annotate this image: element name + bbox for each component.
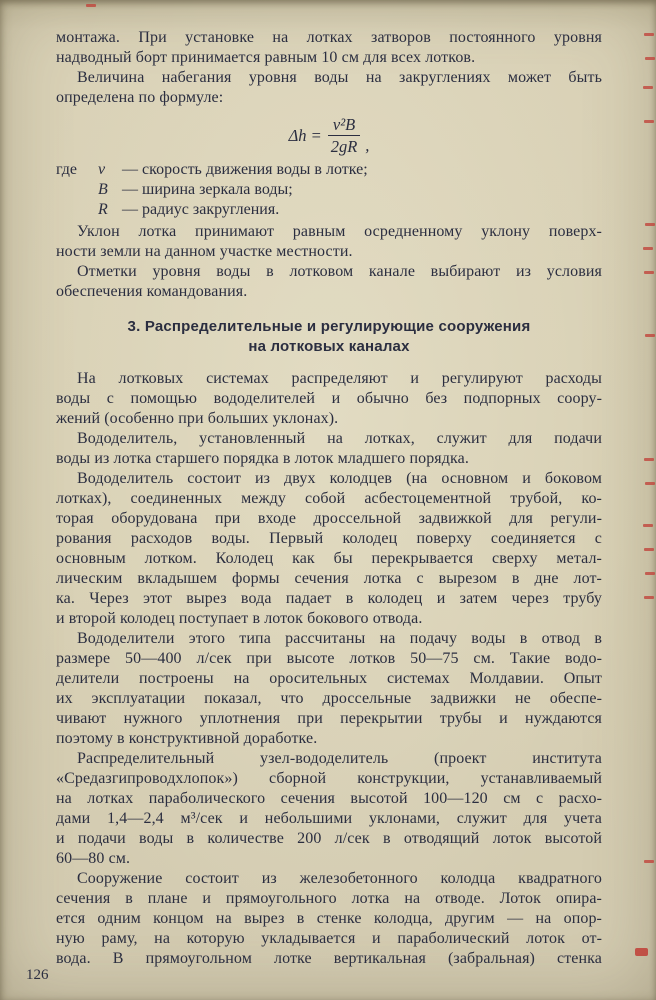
red-mark [86, 4, 96, 7]
red-mark [643, 247, 653, 250]
red-mark [644, 120, 654, 123]
text-line: обеспечения командования. [56, 283, 248, 300]
text-line: Вододелитель, установленный на лотках, служит для подачи [77, 430, 602, 447]
red-mark [644, 458, 654, 461]
definition-row [56, 200, 602, 220]
paragraph [56, 222, 602, 262]
text-line: воды с помощью вододелителей и обычно без подпорных соору- [56, 390, 602, 407]
section-heading-line: 3. Распределительные и регулирующие сооружения [127, 318, 531, 335]
definition-intro [56, 200, 98, 220]
formula-denominator: 2gR [330, 137, 358, 156]
red-mark [643, 86, 653, 89]
text-line: размере 50—400 л/сек при высоте лотков 50—75 см. Такие водо- [56, 650, 602, 667]
red-mark [644, 596, 654, 599]
text-line: ка. Через этот вырез вода падает в колодец и затем через трубу [56, 590, 602, 607]
text-line: делители построены на оросительных системах Молдавии. Опыт [56, 670, 602, 687]
definition-row [56, 160, 602, 180]
text-line: Величина набегания уровня воды на закруглениях может быть [77, 69, 602, 86]
text-line: дами 1,4—2,4 м³/сек и небольшими уклонами, служит для учета [56, 810, 602, 827]
text-line: Вододелители этого типа рассчитаны на подачу воды в отвод в [77, 630, 602, 647]
formula-comma: , [365, 136, 370, 155]
text-line: «Средазгипроводхлопок») сборной конструкции, устанавливаемый [56, 770, 602, 787]
formula [56, 115, 602, 156]
text-line: Распределительный узел-вододелитель (проект института [77, 750, 602, 767]
text-line: ется одним концом на вырез в стенке колодца, другим — на опор- [56, 910, 602, 927]
text-line: монтажа. При установке на лотках затворов постоянного уровня [56, 29, 602, 46]
definition-symbol: R [98, 201, 108, 218]
definition-intro: где [56, 161, 78, 178]
text-line: 60—80 см. [56, 850, 131, 867]
text-line: Отметки уровня воды в лотковом канале выбирают из условия [77, 263, 602, 280]
page-number: 126 [26, 967, 49, 983]
text-line: и второй колодец поступает в лоток бокового отвода. [56, 610, 423, 627]
text-line: воды из лотка старшего порядка в лоток младшего порядка. [56, 450, 469, 467]
text-line: поэтому в конструктивной доработке. [56, 730, 318, 747]
paragraph [56, 749, 602, 869]
red-mark [645, 223, 655, 226]
text-line: лическим вкладышем формы сечения лотка с вырезом в дне лот- [56, 570, 602, 587]
section-heading-line: на лотковых каналах [248, 338, 410, 355]
red-mark [645, 572, 655, 575]
paragraph [56, 68, 602, 108]
definition-symbol: B [98, 181, 108, 198]
red-mark [644, 548, 654, 551]
definition-text: — радиус закругления. [122, 201, 280, 218]
paragraph [56, 429, 602, 469]
section-heading [56, 317, 602, 357]
paragraph [56, 28, 602, 68]
text-line: ности земли на данном участке местности. [56, 243, 353, 260]
text-line: Вододелитель состоит из двух колодцев (на основном и боковом [77, 470, 602, 487]
definition-symbol: v [98, 161, 106, 178]
red-mark [644, 271, 654, 274]
text-line: рования расходов воды. Первый колодец поверху соединяется с [56, 530, 602, 547]
formula-fraction [328, 115, 360, 156]
red-mark [635, 948, 648, 956]
text-line: лотках), соединенных между собой асбестоцементной трубой, ко- [56, 490, 602, 507]
definition-text: — скорость движения воды в лотке; [122, 161, 368, 178]
paragraph [56, 629, 602, 749]
text-line: вода. В прямоугольном лотке вертикальная (забральная) стенка [56, 950, 602, 967]
red-mark [645, 482, 655, 485]
formula-equals: = [311, 125, 321, 145]
red-mark [644, 33, 654, 36]
paragraph [56, 469, 602, 629]
formula-lhs: Δh [288, 125, 307, 145]
text-line: Уклон лотка принимают равным осредненному уклону поверх- [77, 223, 602, 240]
red-mark [645, 57, 655, 60]
symbol-definitions [56, 160, 602, 220]
red-mark [644, 860, 654, 863]
definition-intro [56, 180, 98, 200]
definition-text: — ширина зеркала воды; [122, 181, 293, 198]
text-line: определена по формуле: [56, 89, 224, 106]
red-mark [645, 334, 655, 337]
text-line: ную раму, на которую укладывается и параболический лоток от- [56, 930, 602, 947]
text-line: сечения в плане и прямоугольного лотка на отводе. Лоток опира- [56, 890, 602, 907]
paragraph [56, 262, 602, 302]
text-line: На лотковых системах распределяют и регулируют расходы [77, 370, 602, 387]
red-mark [643, 524, 653, 527]
text-line: и подачи воды в количестве 200 л/сек в отводящий лоток высотой [56, 830, 602, 847]
formula-numerator: v²B [328, 115, 360, 136]
text-line: Сооружение состоит из железобетонного колодца квадратного [77, 870, 602, 887]
text-line: основным лотком. Колодец как бы перекрывается сверху метал- [56, 550, 602, 567]
definition-row [56, 180, 602, 200]
text-line: на лотках параболического сечения высотой 100—120 см с расхо- [56, 790, 602, 807]
text-line: жений (особенно при больших уклонах). [56, 410, 339, 427]
paragraph [56, 369, 602, 429]
paragraph [56, 869, 602, 969]
text-line: их эксплуатации показал, что дроссельные задвижки не обеспе- [56, 690, 602, 707]
text-line: торая оборудована при входе дроссельной задвижкой для регули- [56, 510, 602, 527]
text-line: надводный борт принимается равным 10 см для всех лотков. [56, 49, 476, 66]
text-line: чивают нужного уплотнения при перекрытии трубы и нуждаются [56, 710, 602, 727]
